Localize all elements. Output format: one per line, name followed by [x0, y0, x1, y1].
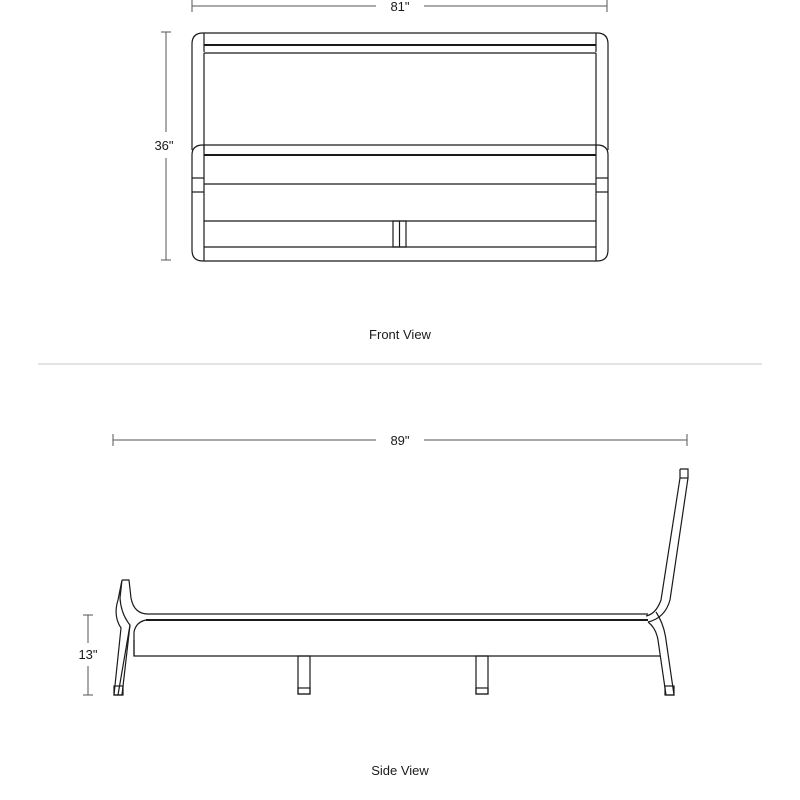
front-view [154, 0, 608, 342]
front-height-label: 36" [154, 138, 174, 153]
side-rail [134, 614, 660, 656]
front-width-label: 81" [390, 0, 410, 14]
side-height-label: 13" [78, 647, 98, 662]
side-length-label: 89" [390, 433, 410, 448]
side-center-legs [298, 656, 488, 694]
side-footboard-post [114, 580, 148, 695]
front-width-dimension [192, 0, 607, 14]
side-view [78, 433, 688, 778]
front-footboard [192, 145, 608, 261]
side-headboard-post [646, 469, 688, 695]
side-length-dimension [113, 433, 687, 448]
front-view-label: Front View [369, 327, 431, 342]
side-view-label: Side View [371, 763, 429, 778]
front-height-dimension [154, 32, 173, 260]
side-height-dimension [78, 615, 97, 695]
front-headboard [192, 33, 608, 150]
